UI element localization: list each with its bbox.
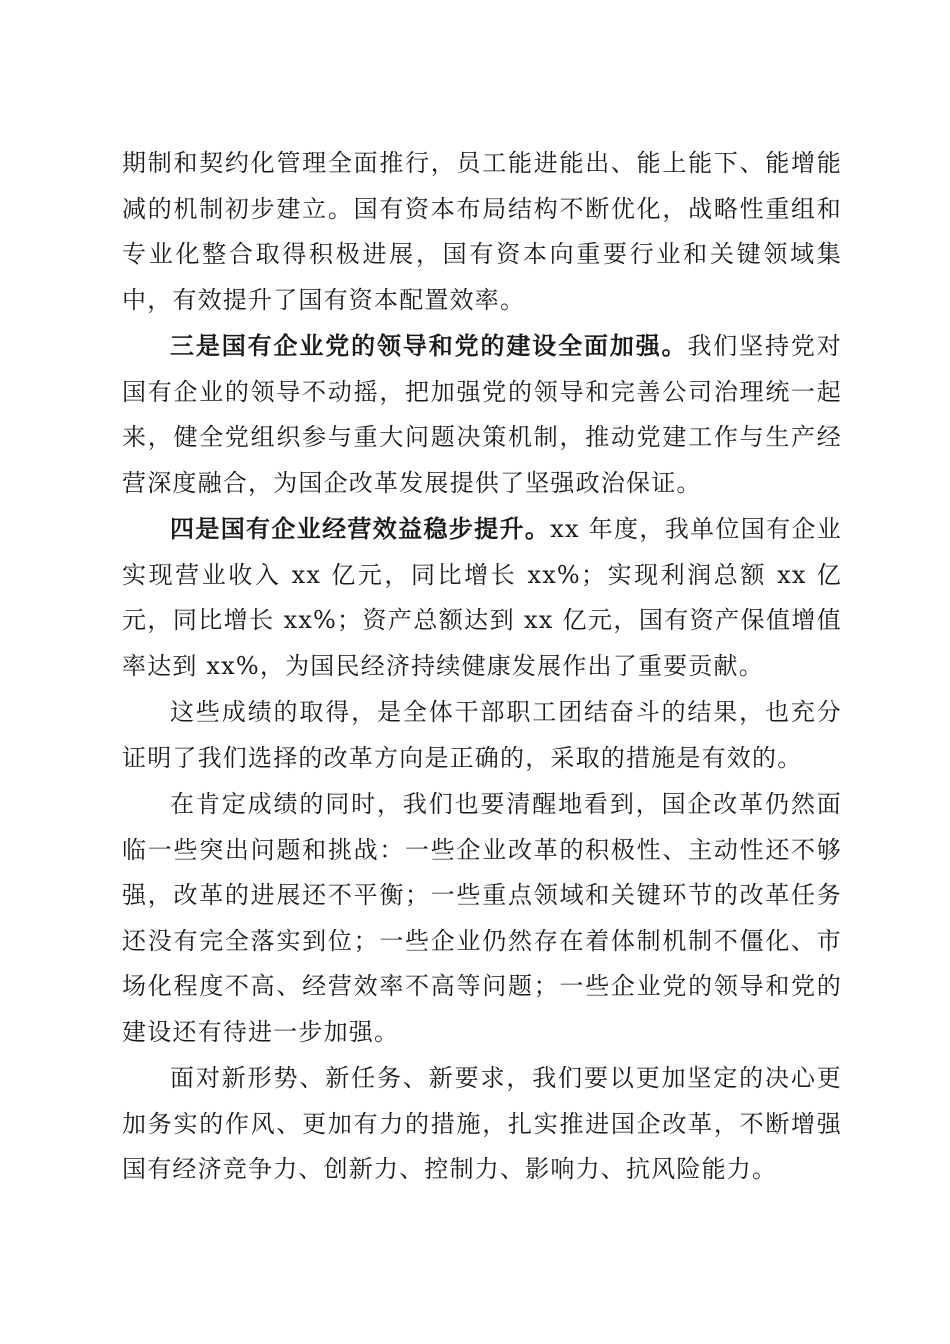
paragraph-1-text: 期制和契约化管理全面推行，员工能进能出、能上能下、能增能减的机制初步建立。国有资本布局结构不断优化，战略性重组和专业化整合取得积极进展，国有资本向重要行业和关键领域集中，有效提升了国有资本配置效率。 — [122, 149, 842, 314]
paragraph-4-text: 这些成绩的取得，是全体干部职工团结奋斗的结果，也充分证明了我们选择的改革方向是正确的，采取的措施是有效的。 — [122, 698, 842, 772]
paragraph-2 — [122, 323, 842, 506]
paragraph-4 — [122, 689, 842, 781]
paragraph-6 — [122, 1055, 842, 1193]
paragraph-3-lead: 四是国有企业经营效益稳步提升。 — [170, 514, 551, 543]
paragraph-2-lead: 三是国有企业党的领导和党的建设全面加强。 — [170, 331, 688, 360]
paragraph-6-text: 面对新形势、新任务、新要求，我们要以更加坚定的决心更加务实的作风、更加有力的措施，扎实推进国企改革，不断增强国有经济竞争力、创新力、控制力、影响力、抗风险能力。 — [122, 1064, 842, 1183]
paragraph-3 — [122, 506, 842, 689]
paragraph-5-text: 在肯定成绩的同时，我们也要清醒地看到，国企改革仍然面临一些突出问题和挑战：一些企业改革的积极性、主动性还不够强，改革的进展还不平衡；一些重点领域和关键环节的改革任务还没有完全落实到位；一些企业仍然存在着体制机制不僵化、市场化程度不高、经营效率不高等问题；一些企业党的领导和党的建设还有待进一步加强。 — [122, 790, 842, 1046]
paragraph-1 — [122, 140, 842, 323]
document-body — [122, 140, 842, 1193]
paragraph-3-text: xx 年度，我单位国有企业实现营业收入 xx 亿元，同比增长 xx%；实现利润总额 xx 亿元，同比增长 xx%；资产总额达到 xx 亿元，国有资产保值增值率达到 xx%，为国民经济持续健康发展作出了重要贡献。 — [122, 515, 842, 680]
paragraph-2-text: 我们坚持党对国有企业的领导不动摇，把加强党的领导和完善公司治理统一起来，健全党组织参与重大问题决策机制，推动党建工作与生产经营深度融合，为国企改革发展提供了坚强政治保证。 — [122, 332, 842, 497]
paragraph-5 — [122, 781, 842, 1055]
